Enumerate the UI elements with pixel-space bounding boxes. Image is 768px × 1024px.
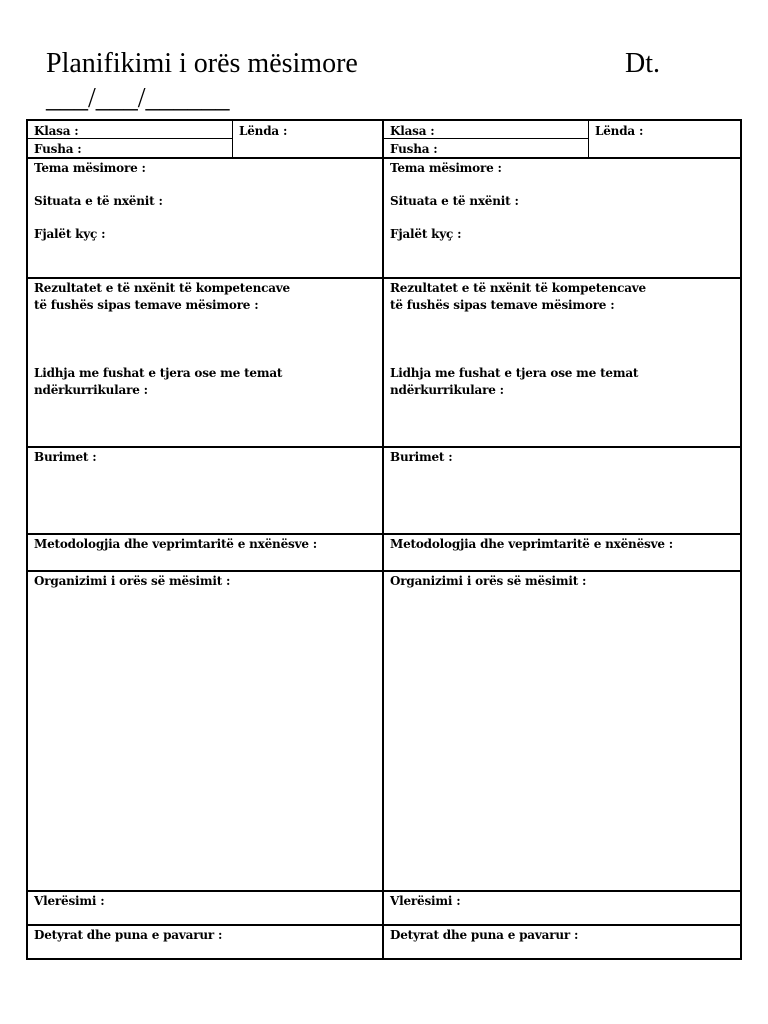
lesson-plan-form [26,119,742,960]
field-field[interactable] [384,139,588,157]
outcomes-label-line1: Rezultatet e të nxënit të kompetencave [34,281,290,295]
outcomes-section[interactable] [384,279,740,448]
subject-label: Lënda : [239,124,288,138]
links-label-line1: Lidhja me fushat e tjera ose me temat [390,366,639,380]
links-label-line2: ndërkurrikulare : [390,383,504,397]
date-blank-line: ___/___/______ [46,83,230,114]
outcomes-label-line2: të fushës sipas temave mësimore : [390,298,615,312]
page-title: Planifikimi i orës mësimore [46,48,358,79]
field-field[interactable] [28,139,232,157]
subject-field[interactable] [589,121,740,157]
outcomes-section[interactable] [28,279,382,448]
resources-label: Burimet : [390,450,453,464]
class-label: Klasa : [34,124,79,138]
keywords-label: Fjalët kyç : [390,227,462,241]
assessment-label: Vlerësimi : [390,894,461,908]
lesson-organization-section[interactable] [28,572,382,892]
field-label: Fusha : [34,142,82,156]
resources-section[interactable] [384,448,740,535]
class-field-group [384,121,589,157]
methodology-section[interactable] [384,535,740,572]
topic-label: Tema mësimore : [34,161,146,175]
topic-section[interactable] [28,159,382,279]
homework-section[interactable] [28,926,382,958]
field-label: Fusha : [390,142,438,156]
form-column-right [384,121,740,958]
learning-situation-label: Situata e të nxënit : [34,194,163,208]
class-field-group [28,121,233,157]
assessment-section[interactable] [28,892,382,926]
topic-section[interactable] [384,159,740,279]
class-field[interactable] [28,121,232,139]
form-column-left [28,121,384,958]
class-label: Klasa : [390,124,435,138]
subject-label: Lënda : [595,124,644,138]
header-row [384,121,740,159]
header-row [28,121,382,159]
date-label: Dt. [625,48,660,79]
methodology-label: Metodologjia dhe veprimtaritë e nxënësve : [390,537,673,551]
homework-label: Detyrat dhe puna e pavarur : [390,928,579,942]
assessment-section[interactable] [384,892,740,926]
links-label-line2: ndërkurrikulare : [34,383,148,397]
outcomes-label-line2: të fushës sipas temave mësimore : [34,298,259,312]
topic-label: Tema mësimore : [390,161,502,175]
lesson-organization-label: Organizimi i orës së mësimit : [34,574,231,588]
outcomes-label-line1: Rezultatet e të nxënit të kompetencave [390,281,646,295]
learning-situation-label: Situata e të nxënit : [390,194,519,208]
resources-section[interactable] [28,448,382,535]
lesson-organization-label: Organizimi i orës së mësimit : [390,574,587,588]
keywords-label: Fjalët kyç : [34,227,106,241]
methodology-label: Metodologjia dhe veprimtaritë e nxënësve : [34,537,317,551]
methodology-section[interactable] [28,535,382,572]
homework-section[interactable] [384,926,740,958]
homework-label: Detyrat dhe puna e pavarur : [34,928,223,942]
resources-label: Burimet : [34,450,97,464]
links-label-line1: Lidhja me fushat e tjera ose me temat [34,366,283,380]
class-field[interactable] [384,121,588,139]
assessment-label: Vlerësimi : [34,894,105,908]
lesson-organization-section[interactable] [384,572,740,892]
subject-field[interactable] [233,121,382,157]
